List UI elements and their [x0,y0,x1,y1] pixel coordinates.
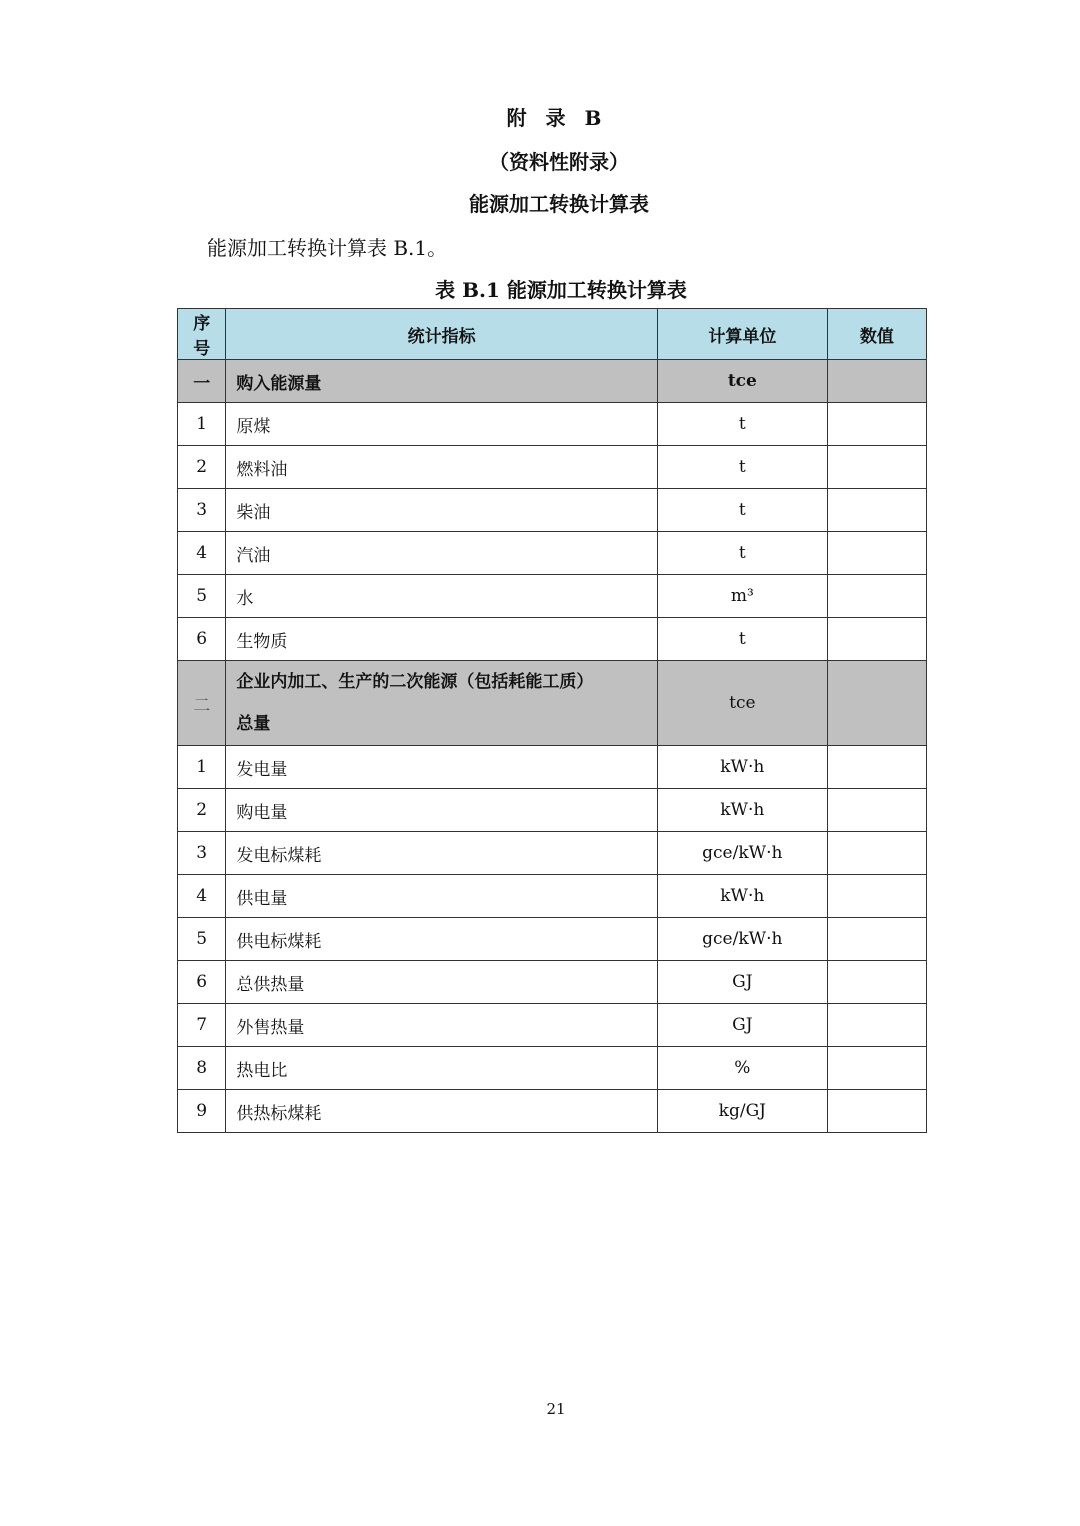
section-unit: tce [657,360,827,403]
row-unit: m³ [657,575,827,618]
table-row [178,961,927,1004]
row-unit: kW·h [657,746,827,789]
section-seq: 一 [178,360,226,403]
row-name: 热电比 [226,1047,657,1090]
row-name: 购电量 [226,789,657,832]
row-name: 总供热量 [226,961,657,1004]
header-value: 数值 [827,309,926,360]
table-header-row [178,309,927,360]
section-unit: tce [657,661,827,746]
row-name: 柴油 [226,489,657,532]
table-row [178,1090,927,1133]
row-value [827,403,926,446]
row-unit: gce/kW·h [657,832,827,875]
row-value [827,832,926,875]
row-unit: t [657,532,827,575]
section-name-line1: 企业内加工、生产的二次能源（包括耗能工质） [236,672,594,692]
row-value [827,446,926,489]
row-unit: kW·h [657,789,827,832]
table-row [178,832,927,875]
header-seq: 序号 [178,309,226,360]
row-name: 原煤 [226,403,657,446]
table-row [178,446,927,489]
row-name: 供热标煤耗 [226,1090,657,1133]
section-name-line2: 总量 [236,714,271,734]
appendix-title: 附 录 B [506,106,608,130]
table-row [178,1004,927,1047]
row-unit: kg/GJ [657,1090,827,1133]
appendix-heading: 能源加工转换计算表 [469,192,649,216]
appendix-subtitle: （资料性附录） [489,150,629,174]
section-name [226,661,657,746]
row-value [827,789,926,832]
row-value [827,618,926,661]
row-seq: 4 [178,875,226,918]
table-row [178,918,927,961]
table-row [178,489,927,532]
row-unit: kW·h [657,875,827,918]
row-unit: t [657,618,827,661]
row-seq: 1 [178,746,226,789]
row-value [827,489,926,532]
row-name: 生物质 [226,618,657,661]
table-row [178,1047,927,1090]
row-value [827,1090,926,1133]
row-seq: 7 [178,1004,226,1047]
header-name: 统计指标 [226,309,657,360]
section-value [827,661,926,746]
row-name: 汽油 [226,532,657,575]
row-seq: 6 [178,618,226,661]
row-name: 发电量 [226,746,657,789]
page-number: 21 [546,1400,566,1418]
row-seq: 5 [178,918,226,961]
table-row [178,875,927,918]
row-seq: 4 [178,532,226,575]
table-row [178,532,927,575]
row-name: 供电量 [226,875,657,918]
row-value [827,1004,926,1047]
energy-conversion-table [177,308,927,1133]
row-seq: 3 [178,489,226,532]
row-unit: GJ [657,961,827,1004]
section-name: 购入能源量 [226,360,657,403]
row-seq: 3 [178,832,226,875]
row-seq: 2 [178,789,226,832]
row-unit: t [657,403,827,446]
row-value [827,1047,926,1090]
row-name: 水 [226,575,657,618]
table-row [178,746,927,789]
table-row [178,403,927,446]
section-row-purchased-energy [178,360,927,403]
row-value [827,746,926,789]
row-name: 供电标煤耗 [226,918,657,961]
row-seq: 8 [178,1047,226,1090]
row-name: 燃料油 [226,446,657,489]
section-value [827,360,926,403]
section-seq: 二 [178,661,226,746]
row-unit: gce/kW·h [657,918,827,961]
row-value [827,575,926,618]
row-unit: t [657,489,827,532]
row-value [827,961,926,1004]
row-value [827,875,926,918]
header-unit: 计算单位 [657,309,827,360]
section-row-secondary-energy [178,661,927,746]
row-seq: 5 [178,575,226,618]
row-seq: 6 [178,961,226,1004]
row-seq: 9 [178,1090,226,1133]
row-seq: 1 [178,403,226,446]
table-row [178,575,927,618]
row-unit: GJ [657,1004,827,1047]
row-seq: 2 [178,446,226,489]
row-name: 发电标煤耗 [226,832,657,875]
row-unit: % [657,1047,827,1090]
row-unit: t [657,446,827,489]
table-row [178,789,927,832]
row-value [827,532,926,575]
table-row [178,618,927,661]
row-name: 外售热量 [226,1004,657,1047]
table-caption: 表 B.1 能源加工转换计算表 [435,278,687,302]
intro-text: 能源加工转换计算表 B.1。 [207,236,448,260]
row-value [827,918,926,961]
